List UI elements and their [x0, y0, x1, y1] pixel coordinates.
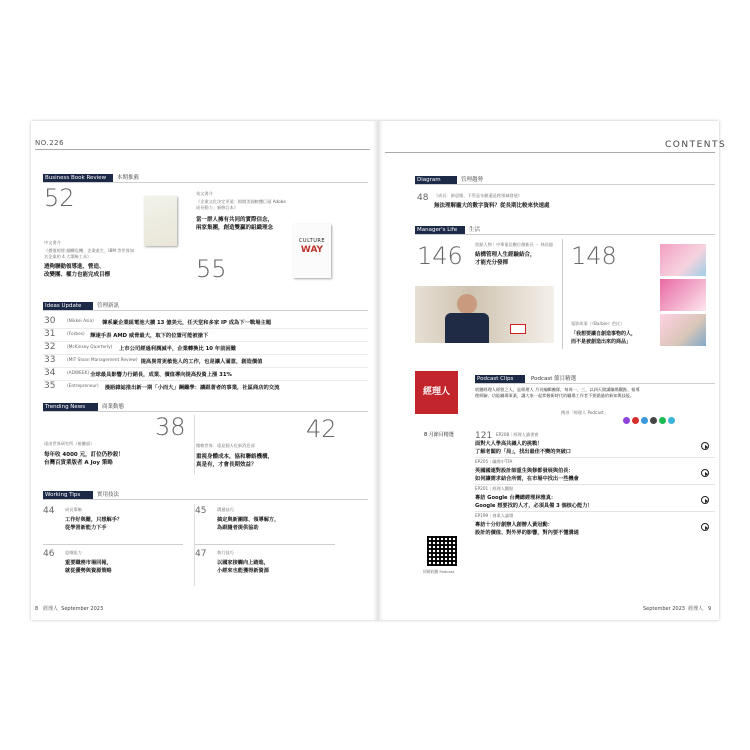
section-subtitle: 生活: [469, 227, 481, 233]
issue-date: September 2023: [643, 606, 685, 612]
section-subtitle: 商業動態: [102, 404, 125, 410]
article-source: (Entrepreneur): [67, 384, 99, 389]
page-ref-48: 48: [417, 193, 429, 203]
article-source: (ADWEEK): [67, 371, 90, 376]
life-title-line1: 「我想要讓自創造事物的人，: [571, 331, 637, 337]
diagram-source: 《成長：新思維、不管是年齡還是跨領域發展》: [434, 193, 522, 198]
row-divider: [43, 367, 368, 368]
rule: [43, 182, 368, 183]
news-title-line2: 真是有，才會長期效益？: [196, 462, 257, 468]
book-cover-culture-way: [293, 224, 331, 278]
magazine-name: 經理人: [688, 606, 704, 612]
page-ref-55: 55: [196, 255, 227, 283]
play-icon[interactable]: [701, 523, 709, 531]
page-number-right: [643, 605, 711, 612]
episode-title-line2: 如何讓需求結合所需，在市場中找出一些機會: [475, 476, 579, 482]
book-title-line1: 當一群人擁有共同的實際信念，: [196, 217, 274, 223]
life-tag: 焦點人物｜中華電信數位創新長 ・ 林昌億: [475, 242, 554, 247]
page-number: 9: [707, 606, 712, 612]
episode-title-line2: 設計的價值、對外界的影響，對內要不懂溝通: [475, 530, 579, 536]
life-title-line2: 而不是被創造出來的商品」: [571, 339, 632, 345]
book-title-line2: 改變團、權力也能完成目標: [44, 272, 111, 278]
podcast-app-icon[interactable]: [641, 417, 648, 424]
episode-title-line1: 英國國連對設計師重生與修都發展與伯長：: [475, 468, 574, 474]
section-podcast-clips: Podcast Clips: [475, 375, 525, 383]
issue-date: September 2023: [61, 606, 104, 612]
episode-divider: [475, 511, 715, 512]
life-title-line1: 結構管理人生經驗結合，: [475, 252, 536, 258]
interview-photo: [415, 286, 554, 343]
page-number: 8: [35, 606, 39, 612]
rule: [475, 383, 715, 384]
page-ref-148: 148: [571, 242, 617, 270]
diagram-title: 無法理解龐大的數字資料？從長期比較來快速處: [434, 203, 550, 209]
top-rule: [35, 149, 370, 150]
tip-divider: [195, 544, 335, 545]
page-ref: 44: [43, 506, 55, 516]
contents-title: CONTENTS: [665, 140, 727, 150]
tips-vertical-divider: [194, 504, 195, 586]
row-divider: [43, 341, 368, 342]
page-number-left: [35, 605, 103, 612]
article-source: (MIT Sloan Management Review): [67, 358, 138, 363]
article-title: 上市公司經過利潤減半，企業轉換比 10 年前困難: [119, 346, 236, 352]
book-tag: 英文書介: [196, 191, 213, 196]
tip-tag: 執行技巧: [217, 550, 234, 555]
row-divider: [43, 354, 368, 355]
youtube-icon[interactable]: [632, 417, 639, 424]
episode-title-line1: 面對大人學高共識人的挑戰！: [475, 441, 543, 447]
play-icon[interactable]: [701, 469, 709, 477]
book-title-line1: 透夠聯動領導進、營造、: [44, 264, 105, 270]
play-icon[interactable]: [701, 442, 709, 450]
barbie-photo-2: [660, 279, 706, 311]
magazine-name: 經理人: [42, 606, 58, 612]
page-ref-146: 146: [417, 242, 463, 270]
book-cover-text: WAY: [300, 245, 324, 255]
article-title: 漫語雜誌推出新一期「小而大」鋼鐵學：讓跟著者的事業，社區商店的交流: [104, 385, 280, 391]
page-ref-38: 38: [155, 413, 186, 441]
news-title-line1: 每年收 4000 元，訂位仍秒殺！: [44, 452, 124, 458]
qr-code-icon[interactable]: [427, 536, 457, 566]
book-tag: 中文書介: [44, 240, 61, 245]
section-trending-news: Trending News: [43, 403, 98, 411]
book-source: 《企業文化決定更遠：揭開美國軟體巨頭 Adobe: [196, 199, 286, 204]
episode-title-line2: Google 想要找的人才，必須具備 3 個核心能力！: [475, 503, 593, 509]
rule: [415, 234, 715, 235]
book-cover-text: CULTURE: [298, 238, 326, 244]
section-business-book-review: Business Book Review: [43, 174, 113, 182]
episode-divider: [475, 484, 715, 485]
tip-tag: 成長策略: [65, 507, 82, 512]
apple-podcast-icon[interactable]: [623, 417, 630, 424]
news-tag: 微軟世界：遠見個人化新消息部: [196, 443, 255, 448]
month-label: 8 月節目精選: [424, 432, 454, 438]
page-ref: 30: [44, 316, 56, 326]
tip-tag: 思維能力: [65, 550, 82, 555]
podcast-description: 收聽經理人經營之人，是經理人 月刊編輯團隊，每周一、三，以四天開講職場觀點、報導: [475, 387, 640, 392]
tip-divider: [43, 544, 183, 545]
gutter: [373, 121, 383, 620]
book-source: 《價值經營:翻轉危機、企業重生、IBM 等世界知名企業的 4 大策略工具》: [44, 248, 135, 259]
divider: [562, 239, 563, 349]
page-ref: 45: [195, 506, 207, 516]
tip-title-line2: 就從優勢與資源策略: [65, 568, 112, 574]
page-ref-42: 42: [306, 415, 337, 443]
page-ref: 31: [44, 329, 56, 339]
episode-tag: EP201｜經理人觀點: [475, 486, 514, 491]
article-source: (McKinsey Quarterly): [67, 345, 113, 350]
book-source: 成長動力」新修訂本》: [196, 205, 238, 210]
podcast-app-icon[interactable]: [650, 417, 657, 424]
section-managers-life: Manager's Life: [415, 226, 465, 234]
barbie-photo-3: [660, 314, 706, 346]
page-ref: 32: [44, 342, 56, 352]
tip-title-line1: 重要職務市場回報，: [65, 560, 112, 566]
tip-title-line1: 工作好與難，只想解手？: [65, 517, 123, 523]
play-icon[interactable]: [701, 496, 709, 504]
article-source: (Forbes): [67, 332, 85, 337]
section-subtitle: 實用技法: [97, 492, 120, 498]
book-cover-image: [144, 196, 177, 246]
section-ideas-update: Ideas Update: [43, 302, 93, 310]
page-ref: 46: [43, 549, 55, 559]
mug-shape: [510, 324, 526, 334]
article-source: (Nikkei Asia): [67, 319, 94, 324]
row-divider: [43, 380, 368, 381]
podcast-search-hint: 搜尋「經理人 Podcast」: [561, 410, 608, 415]
episode-tag: EP205｜職場中TFA: [475, 459, 513, 464]
rule: [415, 184, 715, 185]
book-title-line2: 兩家集團，創造雙贏的組織理念: [196, 225, 274, 231]
page-ref: 33: [44, 355, 56, 365]
life-title-line2: 才能充分發揮: [475, 260, 509, 266]
podcast-platform-icons: [623, 409, 677, 428]
row-divider: [43, 328, 368, 329]
person-head-shape: [457, 294, 477, 314]
podcast-cover: 經理人: [415, 371, 458, 414]
episode-title-line1: 專訪 Google 台灣總經理林雅真：: [475, 495, 557, 501]
news-tag: 遠由世界研究所（視聽部）: [44, 441, 95, 446]
page-ref: 47: [195, 549, 207, 559]
tip-tag: 溝通技巧: [217, 507, 234, 512]
podcast-description: 理經驗、功能職場事業，讓大家一起掌握新時代的職場工作者不要錯過的新知與技能。: [475, 393, 635, 398]
article-title: 提高異常更敏他人的工作，也是讓人滿意，創造價值: [140, 359, 263, 365]
tip-title-line1: 搞定與新團隊、領導解方，: [217, 517, 280, 523]
page-ref-52: 52: [44, 184, 75, 212]
article-title: 韓系廠企業組電池大擴 13 億美元，任天堂和多家 IP 成為下一戰場主題: [102, 320, 272, 326]
episode-divider: [475, 457, 715, 458]
qr-caption: 掃碼收聽 Podcast: [423, 569, 455, 574]
news-vertical-divider: [194, 415, 195, 475]
episode-title-line1: 專訪十分好創辦人創辦人黃冠勳：: [475, 522, 553, 528]
episode-tag: EP199｜商業人論壇: [475, 513, 514, 518]
issue-number: NO.226: [35, 139, 65, 147]
tip-title-line2: 小經來也能獲得新資源: [217, 568, 269, 574]
top-rule: [385, 152, 715, 153]
rule: [43, 310, 368, 311]
episode-title-line2: 了解老闆的「局」，找出最佳不變的突破口: [475, 449, 571, 455]
rule: [43, 499, 368, 500]
page-ref: 121: [475, 431, 493, 441]
barbie-photo-1: [660, 244, 706, 276]
news-title-line2: 台灣百貨業版者 A Joy 策略: [44, 460, 113, 466]
section-subtitle: 管理新訊: [97, 303, 120, 309]
tip-title-line2: 從學習新能力下手: [65, 525, 107, 531]
section-diagram: Diagram: [415, 176, 457, 184]
page-ref: 34: [44, 368, 56, 378]
podcast-app-icon[interactable]: [668, 417, 675, 424]
section-subtitle: 本期推薦: [117, 175, 140, 181]
article-title: 全球最具影響力行銷長，成業、價值導向提高投資上漲 31%: [90, 372, 232, 378]
tip-title-line1: 以國家接觸向上踏進，: [217, 560, 269, 566]
article-title: 輝達手表 AMD 威脅最大，取下的位置可能被搶下: [90, 333, 209, 339]
page-ref: 35: [44, 381, 56, 391]
section-subtitle: Podcast 節目精選: [531, 376, 577, 382]
life-tag: 電影故事（《Barbie》芭比）: [571, 321, 625, 326]
section-working-tips: Working Tips: [43, 491, 93, 499]
news-title-line1: 重視身體成本，協和聯絡機構，: [196, 454, 274, 460]
rule: [43, 411, 368, 412]
person-suit-shape: [445, 313, 489, 343]
episode-tag: EP208｜經理人讀書會: [496, 432, 539, 437]
tip-title-line2: 為跟隨者提供協助: [217, 525, 259, 531]
magazine-spread: [31, 121, 727, 620]
spotify-icon[interactable]: [659, 417, 666, 424]
section-subtitle: 管理趨勢: [461, 177, 484, 183]
